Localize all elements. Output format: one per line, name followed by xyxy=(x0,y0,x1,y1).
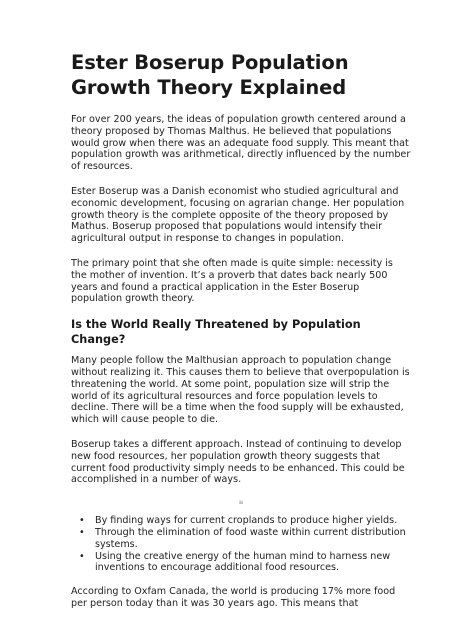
bullet-icon: • xyxy=(79,550,85,562)
section-divider-icon: ≡ xyxy=(238,499,244,507)
list-item xyxy=(71,527,411,551)
bullet-list xyxy=(71,515,411,574)
list-item xyxy=(71,515,411,527)
paragraph-intro-3: The primary point that she often made is quite simple: necessity is the mother of invention. It’s a proverb that dates back nearly 500 years and found a practical application in the Ester Boserup population growth theory. xyxy=(71,257,393,305)
list-item-text: Using the creative energy of the human mind to harness new inventions to encourage additional food resources. xyxy=(95,550,391,574)
list-item xyxy=(71,551,411,575)
paragraph-section-1: Many people follow the Malthusian approach to population change without realizing it. This causes them to believe that overpopulation is threatening the world. At some point, population size will strip the world of its agricultural resources and force population levels to decline. There will be a time when the food supply will be exhausted, which will cause people to die. xyxy=(71,355,410,426)
bullet-icon: • xyxy=(79,515,85,527)
paragraph-intro-2: Ester Boserup was a Danish economist who studied agricultural and economic development, focusing on agrarian change. Her population growth theory is the complete opposite of the theory proposed by Mathus. Boserup proposed that populations would intensify their agricultural output in response to changes in population. xyxy=(71,185,405,245)
section-heading: Is the World Really Threatened by Population Change? xyxy=(71,318,361,346)
document-page xyxy=(71,50,411,623)
page-title: Ester Boserup Population Growth Theory Explained xyxy=(71,51,349,99)
bullet-icon: • xyxy=(79,526,85,538)
list-item-text: Through the elimination of food waste within current distribution systems. xyxy=(95,526,406,550)
list-item-text: By finding ways for current croplands to produce higher yields. xyxy=(95,515,398,527)
paragraph-section-2: Boserup takes a different approach. Instead of continuing to develop new food resources, her population growth theory suggests that current food productivity simply needs to be enhanced. This could be accomplished in a number of ways. xyxy=(71,438,405,486)
paragraph-closing: According to Oxfam Canada, the world is producing 17% more food per person today than it was 30 years ago. This means that xyxy=(71,586,396,609)
paragraph-intro-1: For over 200 years, the ideas of population growth centered around a theory proposed by Thomas Malthus. He believed that populations would grow when there was an adequate food supply. This meant that population growth was arithmetical, directly influenced by the number of resources. xyxy=(71,114,411,173)
